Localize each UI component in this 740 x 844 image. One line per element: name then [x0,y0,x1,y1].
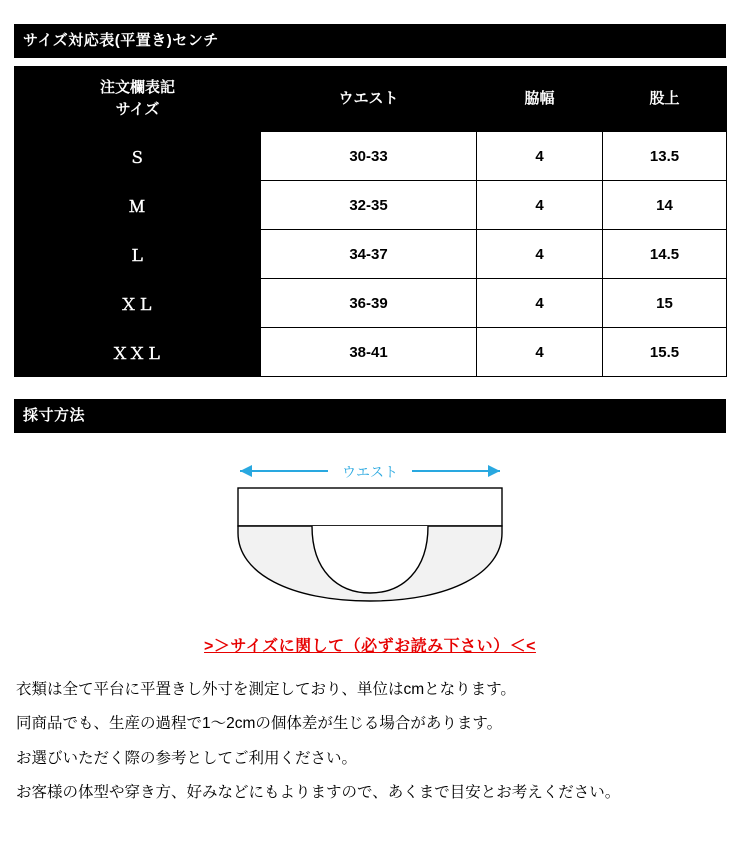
cell-waist: 30-33 [261,132,477,181]
measure-title-bar: 採寸方法 [14,399,726,433]
row-size-label: Ｍ [15,181,261,230]
cell-waist: 36-39 [261,279,477,328]
size-table [14,66,727,377]
table-row [15,132,727,181]
table-row [15,181,727,230]
measure-section [14,399,726,804]
cell-side-width: 4 [477,230,603,279]
size-notice [14,633,726,656]
size-notice-text: >＞サイズに関して（必ずお読み下さい）＜< [204,638,536,655]
cell-side-width: 4 [477,132,603,181]
cell-side-width: 4 [477,279,603,328]
row-size-label: Ｓ [15,132,261,181]
note-line-2: 同商品でも、生産の過程で1～2cmの個体差が生じる場合があります。 [16,715,503,733]
column-header-side-width: 脇幅 [477,67,603,132]
waist-arrow-group [240,461,500,481]
size-table-body [15,132,727,377]
garment-diagram [14,453,726,623]
cell-side-width: 4 [477,181,603,230]
table-header-row [15,67,727,132]
content-container [14,24,726,815]
cell-side-width: 4 [477,328,603,377]
column-header-waist: ウエスト [261,67,477,132]
cell-rise: 14 [603,181,727,230]
cell-rise: 14.5 [603,230,727,279]
row-size-label: ＸＬ [15,279,261,328]
garment-shape [238,488,502,601]
cell-rise: 15 [603,279,727,328]
waist-label-text: ウエスト [342,464,398,480]
column-header-size [15,67,261,132]
table-row [15,279,727,328]
underwear-diagram-svg [220,453,520,623]
cell-rise: 13.5 [603,132,727,181]
column-header-rise: 股上 [603,67,727,132]
size-table-head [15,67,727,132]
cell-waist: 34-37 [261,230,477,279]
table-row [15,328,727,377]
cell-waist: 38-41 [261,328,477,377]
cell-rise: 15.5 [603,328,727,377]
notes-block [14,678,726,804]
table-row [15,230,727,279]
size-chart-title-bar: サイズ対応表(平置き)センチ [14,24,726,58]
note-line-3: お選びいただく際の参考としてご利用ください。 [16,749,358,767]
column-header-size-line2: サイズ [115,101,160,118]
row-size-label: ＸＸＬ [15,328,261,377]
cell-waist: 32-35 [261,181,477,230]
note-line-1: 衣類は全て平台に平置きし外寸を測定しており、単位はcmとなります。 [16,681,516,698]
note-line-4: お客様の体型や穿き方、好みなどにもよりますので、あくまで目安とお考えください。 [16,783,621,801]
row-size-label: Ｌ [15,230,261,279]
column-header-size-line1: 注文欄表記 [99,79,175,97]
